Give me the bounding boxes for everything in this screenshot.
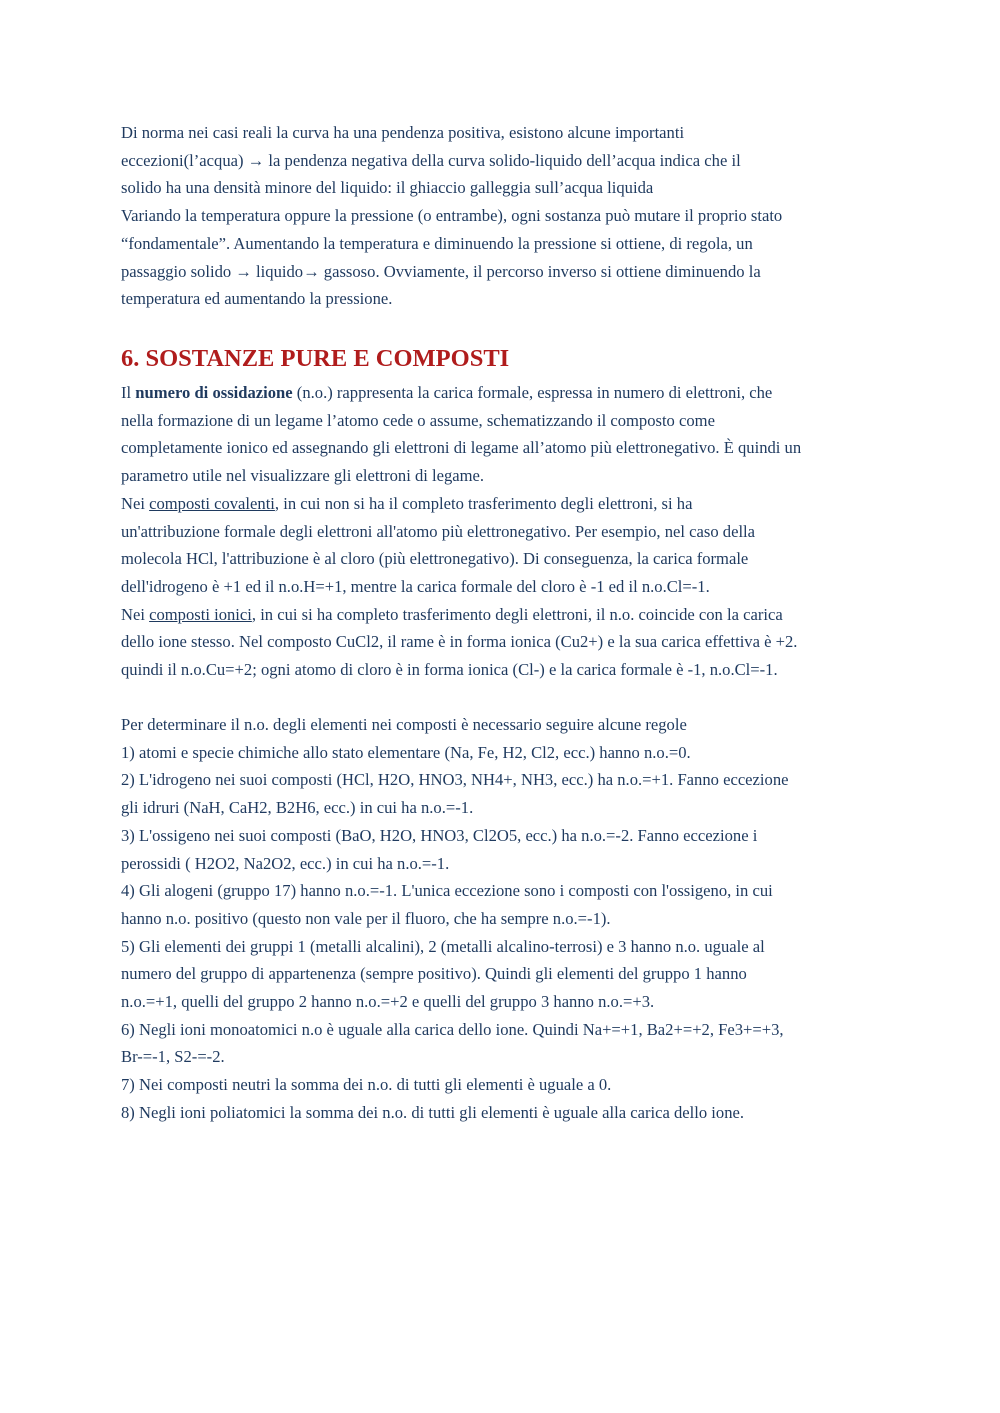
text-fragment: , in cui si ha completo trasferimento degli elettroni, il n.o. coincide con la carica (251, 604, 783, 624)
rule-line: perossidi ( H2O2, Na2O2, ecc.) in cui ha n.o.=-1. (121, 853, 450, 873)
text-line: quindi il n.o.Cu=+2; ogni atomo di cloro è in forma ionica (Cl-) e la carica formale è -1, n.o.Cl=-1. (121, 660, 778, 680)
text-line (121, 490, 891, 518)
text-fragment: , in cui non si ha il completo trasferimento degli elettroni, si ha (274, 493, 693, 513)
text-line: temperatura ed aumentando la pressione. (121, 289, 393, 309)
rule-line: gli idruri (NaH, CaH2, B2H6, ecc.) in cui ha n.o.=-1. (121, 798, 474, 818)
rule-line: 8) Negli ioni poliatomici la somma dei n.o. di tutti gli elementi è uguale alla carica dello ione. (121, 1102, 745, 1122)
text-line: passaggio solido → liquido→ gassoso. Ovviamente, il percorso inverso si ottiene diminuendo la (121, 261, 761, 281)
oxidation-number-definition (121, 379, 891, 684)
text-line: eccezioni(l’acqua) → la pendenza negativa della curva solido-liquido dell’acqua indica che il (121, 150, 741, 170)
bold-term: numero di ossidazione (135, 383, 293, 402)
text-line: dell'idrogeno è +1 ed il n.o.H=+1, mentre la carica formale del cloro è -1 ed il n.o.Cl=-1. (121, 576, 710, 596)
text-line: “fondamentale”. Aumentando la temperatura e diminuendo la pressione si ottiene, di regola, un (121, 233, 753, 253)
rule-line: 4) Gli alogeni (gruppo 17) hanno n.o.=-1. L'unica eccezione sono i composti con l'ossigeno, in cui (121, 881, 773, 901)
ionic-compounds-link[interactable]: composti ionici (149, 604, 252, 624)
rule-line: numero del gruppo di appartenenza (sempre positivo). Quindi gli elementi del gruppo 1 hanno (121, 964, 747, 984)
text-fragment: (n.o.) rappresenta la carica formale, espressa in numero di elettroni, che (292, 383, 773, 402)
text-fragment: Nei (121, 604, 150, 624)
rule-line: 5) Gli elementi dei gruppi 1 (metalli alcalini), 2 (metalli alcalino-terrosi) e 3 hanno n.o. uguale al (121, 936, 765, 956)
text-line: completamente ionico ed assegnando gli elettroni di legame all’atomo più elettronegativo. È quindi un (121, 438, 802, 458)
text-fragment: Nei (121, 493, 150, 513)
text-line: dello ione stesso. Nel composto CuCl2, il rame è in forma ionica (Cu2+) e la sua carica effettiva è +2. (121, 632, 798, 652)
rules-intro: Per determinare il n.o. degli elementi nei composti è necessario seguire alcune regole (121, 715, 687, 734)
rule-line: Br-=-1, S2-=-2. (121, 1047, 225, 1067)
text-fragment: Il (121, 383, 136, 402)
covalent-compounds-link[interactable]: composti covalenti (149, 493, 275, 513)
rule-line: n.o.=+1, quelli del gruppo 2 hanno n.o.=+2 e quelli del gruppo 3 hanno n.o.=+3. (121, 992, 655, 1012)
text-line: solido ha una densità minore del liquido: il ghiaccio galleggia sull’acqua liquida (121, 178, 654, 198)
rule-line: 7) Nei composti neutri la somma dei n.o. di tutti gli elementi è uguale a 0. (121, 1075, 612, 1095)
rule-line: 6) Negli ioni monoatomici n.o è uguale alla carica dello ione. Quindi Na+=+1, Ba2+=+2, Fe3+=+3, (121, 1019, 784, 1039)
intro-paragraph (121, 119, 891, 313)
text-line: nella formazione di un legame l’atomo cede o assume, schematizzando il composto come (121, 410, 715, 430)
rule-line: hanno n.o. positivo (questo non vale per il fluoro, che ha sempre n.o.=-1). (121, 908, 611, 928)
text-line: Variando la temperatura oppure la pressione (o entrambe), ogni sostanza può mutare il proprio stato (121, 206, 783, 226)
rule-line: 3) L'ossigeno nei suoi composti (BaO, H2O, HNO3, Cl2O5, ecc.) ha n.o.=-2. Fanno eccezione i (121, 825, 758, 845)
text-line: un'attribuzione formale degli elettroni all'atomo più elettronegativo. Per esempio, nel caso della (121, 521, 756, 541)
text-line: molecola HCl, l'attribuzione è al cloro (più elettronegativo). Di conseguenza, la carica formale (121, 549, 749, 569)
rule-line: 2) L'idrogeno nei suoi composti (HCl, H2O, HNO3, NH4+, NH3, ecc.) ha n.o.=+1. Fanno eccezione (121, 770, 789, 790)
section-heading: 6. SOSTANZE PURE E COMPOSTI (121, 345, 510, 372)
text-line (121, 601, 891, 629)
text-line (121, 379, 891, 407)
oxidation-rules-list (121, 711, 891, 1127)
text-line: Di norma nei casi reali la curva ha una pendenza positiva, esistono alcune importanti (121, 123, 685, 142)
rule-line: 1) atomi e specie chimiche allo stato elementare (Na, Fe, H2, Cl2, ecc.) hanno n.o.=0. (121, 742, 691, 762)
text-line: parametro utile nel visualizzare gli elettroni di legame. (121, 466, 485, 486)
